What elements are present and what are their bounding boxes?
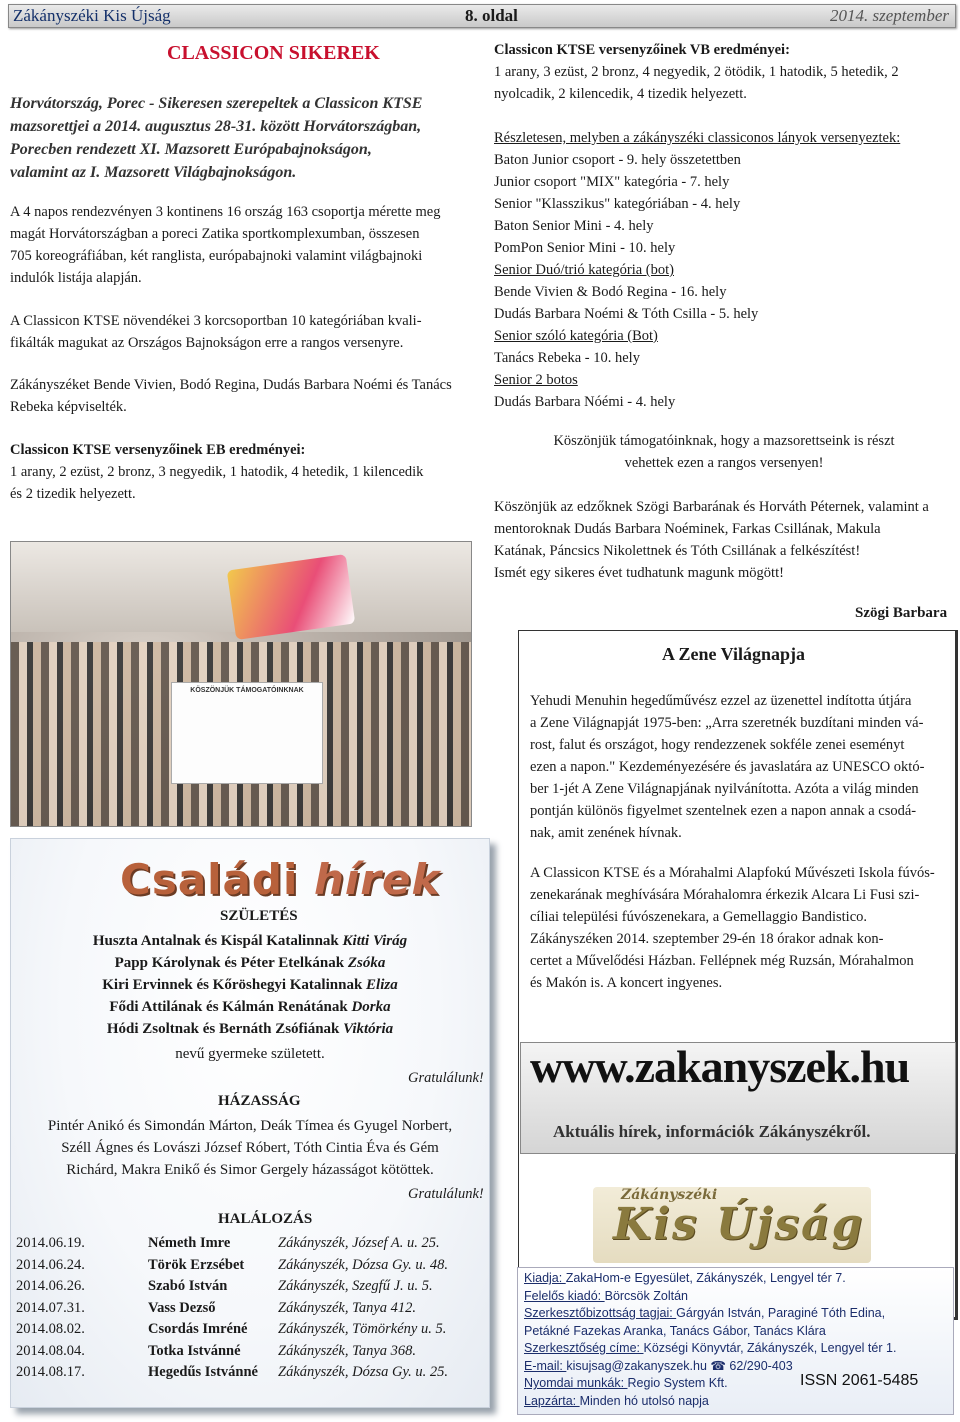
death-row: 2014.07.31. Vass Dezső Zákányszék, Tanya 412. [16,1299,417,1316]
detail-line: Senior "Klasszikus" kategóriában - 4. hely [494,196,741,212]
detail-line: Senior Duó/trió kategória (bot) [494,262,674,278]
thanks-supporters [494,430,954,474]
lead-line: Horvátország, Porec - Sikeresen szerepeltek a Classicon KTSE [10,95,423,112]
text-line: rost, falut és országot, hogy rendezzenek sokféle zenei eseményt [530,737,905,753]
issue-date: 2014. szeptember [830,6,949,25]
detail-line: Baton Junior csoport - 9. hely összetettben [494,152,741,168]
text-line: Yehudi Menuhin hegedűművész ezzel az üzenettel indította útjára [530,693,912,709]
deaths-heading: HALÁLOZÁS [218,1211,313,1227]
author: Szögi Barbara [855,605,948,621]
imprint-line: Lapzárta: Minden hó utolsó napja [524,1393,709,1408]
text-line: ber 1-jét A Zene Világnapjának nyilvánította. Azóta a világ minden [530,781,919,797]
text-line: magát Horvátországban a poreci Zatika sportkomplexumban, összesen [10,226,420,242]
detail-line: Senior szóló kategória (Bot) [494,328,658,344]
page-number: 8. oldal [465,6,518,25]
deaths-list [16,1235,486,1386]
death-row: 2014.08.02. Csordás Imréné Zákányszék, Tömörkény u. 5. [16,1321,447,1337]
text-line: és 2 tizedik helyezett. [10,486,136,502]
imprint-line: Petákné Fazekas Aranka, Tanács Gábor, Tanács Klára [524,1323,826,1338]
detail-line: PomPon Senior Mini - 10. hely [494,240,676,256]
article-paragraph-3 [10,374,480,418]
imprint-line: Szerkesztőbizottság tagjai: Gárgyán István, Paraginé Tóth Edina, [524,1306,886,1320]
death-row: 2014.06.19. Németh Imre Zákányszék, József A. u. 25. [16,1235,440,1251]
death-row: 2014.06.26. Szabó István Zákányszék, Szegfű J. u. 5. [16,1278,433,1294]
issn: ISSN 2061-5485 [800,1372,919,1389]
thanks-coaches [494,496,960,584]
text-line: Ismét egy sikeres évet tudhatunk magunk mögött! [494,565,784,581]
text-line: ezen a napon." Kezdeményezésére és javaslatára az UNESCO októ- [530,759,925,775]
eb-results [10,461,480,505]
text-line: A 4 napos rendezvényen 3 kontinens 16 ország 163 csoportja mérette meg [10,204,441,220]
birth-entry: Kiri Ervinnek és Kőröshegyi Katalinnak Eliza [102,977,398,993]
text-line: nyolcadik, 2 kilencedik, 4 tizedik helyezett. [494,86,747,102]
text-line: 1 arany, 2 ezüst, 2 bronz, 3 negyedik, 1 hatodik, 4 hetedik, 1 kilencedik [10,464,424,480]
births-heading: SZÜLETÉS [220,908,298,924]
imprint-line: E-mail: kisujsag@zakanyszek.hu ☎ 62/290-403 [524,1358,793,1373]
text-line: és Makón is. A koncert ingyenes. [530,975,723,991]
article-lead [10,92,480,184]
death-row: 2014.06.24. Török Erzsébet Zákányszék, Dózsa Gy. u. 48. [16,1256,448,1273]
detail-line: Dudás Barbara Noémi & Tóth Csilla - 5. hely [494,306,759,322]
text-line: mentoroknak Dudás Barbara Noéminek, Farkas Csillának, Makula [494,521,881,537]
imprint-line: Nyomdai munkák: Regio System Kft. [524,1376,728,1390]
text-line: zenekarának meghívására Mórahalomra érkezik Alcara Li Fusi szi- [530,887,920,903]
lead-line: valamint az I. Mazsorett Világbajnokságon. [10,164,297,181]
imprint-line: Szerkesztőség címe: Községi Könyvtár, Zákányszék, Lengyel tér 1. [524,1341,897,1355]
imprint-line: Kiadja: ZakaHom-e Egyesület, Zákányszék, Lengyel tér 7. [524,1271,846,1285]
marriage-line: Széll Ágnes és Lovászi József Róbert, Tóth Cintia Éva és Gém [61,1140,439,1156]
website-url[interactable]: www.zakanyszek.hu [530,1041,910,1092]
text-line: Zákányszéken 2014. szeptember 29-én 18 órakor adnak kon- [530,931,884,947]
detail-line: Dudás Barbara Nóémi - 4. hely [494,394,676,410]
text-line: Zákányszéket Bende Vivien, Bodó Regina, Dudás Barbara Noémi és Tanács [10,377,452,393]
detail-line: Tanács Rebeka - 10. hely [494,350,640,366]
marriage-list [10,1115,490,1181]
congrats-1: Gratulálunk! [408,1070,484,1086]
marriage-line: Richárd, Makra Enikő és Simor Gergely házasságot kötöttek. [66,1162,434,1178]
music-day-paragraph-2 [530,862,950,994]
congrats-2: Gratulálunk! [408,1186,484,1202]
lead-line: Porecben rendezett XI. Mazsorett Európabajnokságon, [10,141,372,158]
details-list [494,149,954,413]
text-line: nak, amit zenének hívnak. [530,825,682,841]
newspaper-logo: Zákányszéki Kis Újság [593,1187,871,1263]
imprint-line: Felelős kiadó: Börcsök Zoltán [524,1288,688,1303]
eb-results-heading: Classicon KTSE versenyzőinek EB eredményei: [10,442,306,458]
marriage-line: Pintér Anikó és Simondán Márton, Deák Tímea és Gyugel Norbert, [47,1118,453,1134]
text-line: vehettek ezen a rangos versenyen! [624,455,824,471]
birth-entry: Huszta Antalnak és Kispál Katalinnak Kitti Virág [92,933,408,949]
text-line: 705 koreográfiában, két ranglista, európabajnoki valamint világbajnoki [10,248,423,264]
text-line: Köszönjük az edzőknek Szögi Barbarának és Horváth Péternek, valamint a [494,499,929,515]
article-paragraph-1 [10,201,480,289]
paper-name: Zákányszéki Kis Újság [13,6,171,25]
text-line: Rebeka képviselték. [10,399,127,415]
team-photo [10,541,472,827]
detail-line: Senior 2 botos [494,372,578,388]
sponsor-banner: KÖSZÖNJÜK TÁMOGATÓINKNAK [171,682,323,784]
vb-results [494,61,954,105]
birth-entry: Papp Károlynak és Péter Etelkának Zsóka [114,955,386,971]
text-line: 1 arany, 3 ezüst, 2 bronz, 4 negyedik, 2 ötödik, 1 hatodik, 5 hetedik, 2 [494,64,899,80]
lead-line: mazsorettjei a 2014. augusztus 28-31. között Horvátországban, [10,118,422,135]
text-line: fikálták magukat az Országos Bajnokságon erre a rangos versenyre. [10,335,404,351]
marriage-heading: HÁZASSÁG [218,1093,301,1109]
detail-line: Junior csoport "MIX" kategória - 7. hely [494,174,730,190]
article-paragraph-2 [10,310,480,354]
text-line: certet a Művelődési Házban. Fellépnek még Ruzsán, Mórahalmon [530,953,914,969]
text-line: pontján különös figyelmet szentelnek ezen a napon annak a csodá- [530,803,917,819]
detail-line: Baton Senior Mini - 4. hely [494,218,654,234]
birth-entry: Hódi Zsoltnak és Bernáth Zsófiának Viktória [106,1021,394,1037]
births-ending: nevű gyermeke született. [175,1046,325,1062]
death-row: 2014.08.17. Hegedűs Istvánné Zákányszék, Dózsa Gy. u. 25. [16,1364,448,1380]
text-line: cíliai települési fúvószenekara, a Gemellaggio Bandistico. [530,909,868,925]
text-line: Katának, Páncsics Nikolettnek és Tóth Csillának a felkészítést! [494,543,861,559]
births-list [10,930,490,1040]
website-tagline: Aktuális hírek, információk Zákányszékről. [553,1122,871,1141]
text-line: a Zene Világnapját 1975-ben: „Arra szeretnék buzdítani minden vá- [530,715,924,731]
music-day-title: A Zene Világnapja [662,644,806,664]
music-day-paragraph-1 [530,690,950,844]
text-line: Köszönjük támogatóinknak, hogy a mazsorettseink is részt [553,433,895,449]
page-header [8,4,956,28]
detail-line: Bende Vivien & Bodó Regina - 16. hely [494,284,727,300]
article-title: CLASSICON SIKEREK [167,42,380,64]
death-row: 2014.08.04. Totka Istvánné Zákányszék, Tanya 368. [16,1342,417,1359]
text-line: A Classicon KTSE növendékei 3 korcsoportban 10 kategóriában kvali- [10,313,422,329]
vb-results-heading: Classicon KTSE versenyzőinek VB eredményei: [494,42,790,58]
details-heading: Részletesen, melyben a zákányszéki classiconos lányok versenyeztek: [494,130,901,146]
family-news-title: Családi hírek [120,855,441,904]
birth-entry: Fődi Attilának és Kálmán Renátának Dorka [109,999,391,1015]
text-line: indulók listája alapján. [10,270,142,286]
text-line: A Classicon KTSE és a Mórahalmi Alapfokú Művészeti Iskola fúvós- [530,865,935,881]
